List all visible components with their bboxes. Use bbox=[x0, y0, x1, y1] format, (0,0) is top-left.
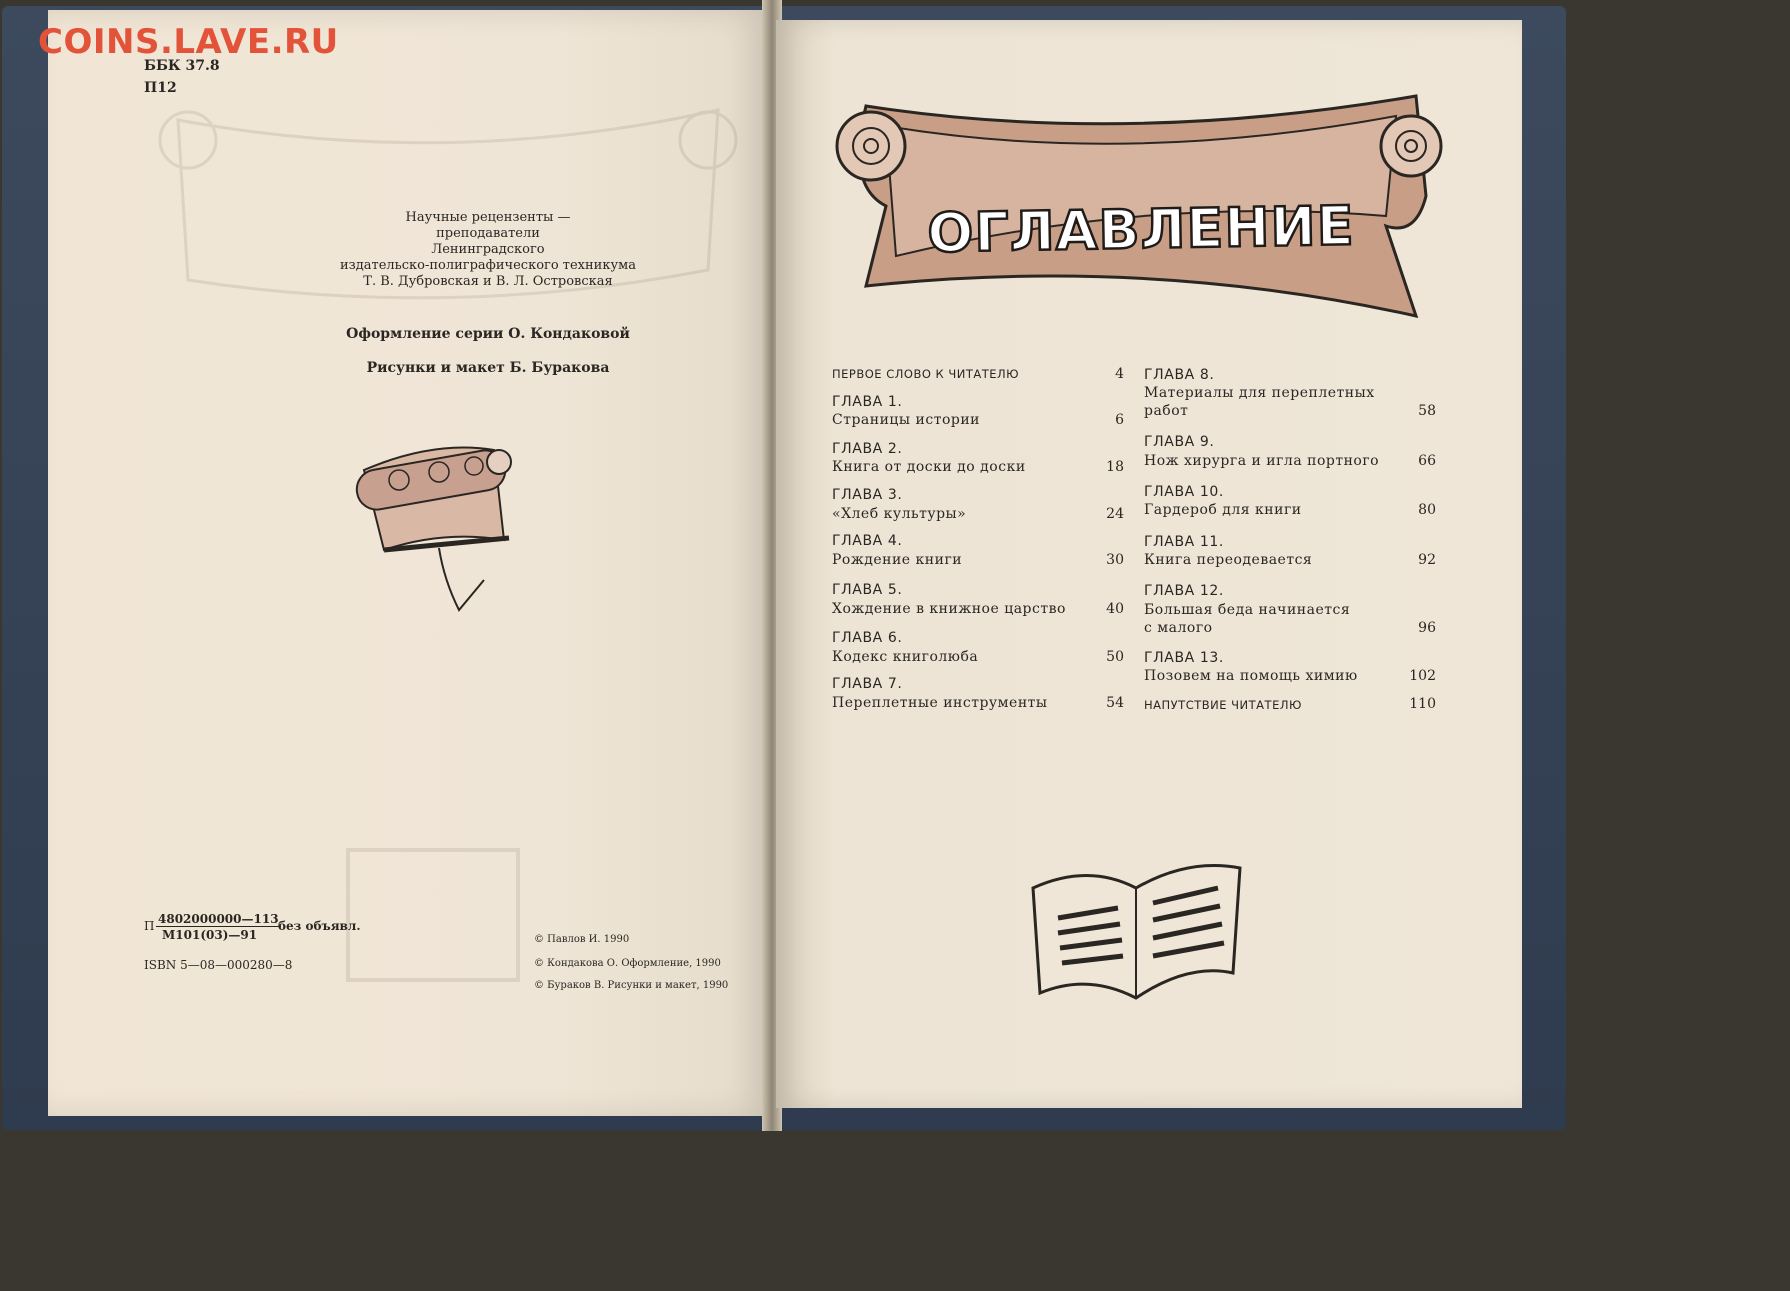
toc-page: 40 bbox=[1106, 601, 1124, 617]
reviewers-line: преподаватели bbox=[436, 226, 540, 241]
isbn: ISBN 5—08—000280—8 bbox=[144, 958, 293, 972]
toc-title: Книга переодевается bbox=[1144, 552, 1313, 568]
toc-page: 30 bbox=[1106, 552, 1124, 568]
toc-page: 66 bbox=[1418, 453, 1436, 469]
copyright-line: © Бураков В. Рисунки и макет, 1990 bbox=[534, 980, 729, 991]
toc-page: 102 bbox=[1409, 668, 1436, 684]
toc-chapter: ГЛАВА 4. bbox=[832, 533, 903, 549]
toc-title: Позовем на помощь химию bbox=[1144, 668, 1358, 684]
reviewers-line: Научные рецензенты — bbox=[405, 210, 571, 225]
site-watermark: COINS.LAVE.RU bbox=[38, 22, 339, 62]
toc-chapter: ГЛАВА 10. bbox=[1144, 484, 1224, 500]
toc-page: 80 bbox=[1418, 502, 1436, 518]
fraction-numerator: 4802000000—113 bbox=[158, 912, 279, 926]
toc-title: Страницы истории bbox=[832, 412, 980, 428]
toc-page: 50 bbox=[1106, 649, 1124, 665]
reviewers-line: Т. В. Дубровская и В. Л. Островская bbox=[363, 274, 613, 289]
toc-title: Кодекс книголюба bbox=[832, 649, 979, 665]
toc-title: НАПУТСТВИЕ ЧИТАТЕЛЮ bbox=[1144, 698, 1302, 712]
toc-page: 54 bbox=[1106, 695, 1124, 711]
toc-title: Гардероб для книги bbox=[1144, 502, 1302, 518]
toc-title: Переплетные инструменты bbox=[832, 695, 1048, 711]
toc-page: 96 bbox=[1418, 620, 1436, 636]
toc-title: Нож хирурга и игла портного bbox=[1144, 453, 1380, 469]
toc-title: Большая беда начинается bbox=[1144, 602, 1351, 618]
toc-chapter: ГЛАВА 9. bbox=[1144, 434, 1215, 450]
toc-chapter: ГЛАВА 7. bbox=[832, 676, 903, 692]
toc-page: 6 bbox=[1115, 412, 1124, 428]
toc-page: 58 bbox=[1418, 403, 1436, 419]
toc-title: Хождение в книжное царство bbox=[832, 601, 1066, 617]
series-design-credit: Оформление серии О. Кондаковой bbox=[346, 326, 630, 342]
toc-chapter: ГЛАВА 1. bbox=[832, 394, 903, 410]
toc-title: ПЕРВОЕ СЛОВО К ЧИТАТЕЛЮ bbox=[832, 367, 1020, 381]
ghost-book-bleedthrough bbox=[338, 840, 528, 990]
fraction-denominator: М101(03)—91 bbox=[162, 928, 258, 942]
toc-title-continued: с малого bbox=[1144, 620, 1213, 636]
toc-title-continued: работ bbox=[1144, 403, 1189, 419]
toc-chapter: ГЛАВА 2. bbox=[832, 441, 903, 457]
toc-chapter: ГЛАВА 8. bbox=[1144, 367, 1215, 383]
illustrations-credit: Рисунки и макет Б. Буракова bbox=[366, 360, 610, 376]
reviewers-block bbox=[278, 210, 698, 290]
toc-chapter: ГЛАВА 6. bbox=[832, 630, 903, 646]
toc-chapter: ГЛАВА 11. bbox=[1144, 534, 1224, 550]
fraction-prefix: П bbox=[144, 919, 155, 933]
open-book-illustration bbox=[1028, 848, 1246, 1008]
toc-page: 92 bbox=[1418, 552, 1436, 568]
catalog-code: П12 bbox=[144, 80, 177, 96]
toc-chapter: ГЛАВА 5. bbox=[832, 582, 903, 598]
left-page bbox=[48, 10, 770, 1116]
reviewers-line: Ленинградского bbox=[431, 242, 545, 257]
toc-title: Книга от доски до доски bbox=[832, 459, 1026, 475]
toc-title: «Хлеб культуры» bbox=[832, 506, 967, 522]
copyright-line: © Павлов И. 1990 bbox=[534, 934, 630, 945]
toc-page: 24 bbox=[1106, 506, 1124, 522]
reviewers-line: издательско-полиграфического техникума bbox=[340, 258, 636, 273]
bbk-code: ББК 37.8 bbox=[144, 58, 220, 74]
toc-page: 110 bbox=[1409, 696, 1436, 712]
right-page bbox=[776, 20, 1522, 1108]
copyright-line: © Кондакова О. Оформление, 1990 bbox=[534, 958, 721, 969]
toc-title: Материалы для переплетных bbox=[1144, 385, 1375, 401]
fraction-suffix: без объявл. bbox=[278, 919, 361, 933]
scroll-illustration bbox=[344, 430, 524, 630]
toc-page: 18 bbox=[1106, 459, 1124, 475]
toc-page: 4 bbox=[1115, 366, 1124, 382]
toc-title: Рождение книги bbox=[832, 552, 963, 568]
toc-chapter: ГЛАВА 12. bbox=[1144, 583, 1224, 599]
toc-chapter: ГЛАВА 3. bbox=[832, 487, 903, 503]
contents-heading: ОГЛАВЛЕНИЕ bbox=[926, 194, 1356, 265]
toc-chapter: ГЛАВА 13. bbox=[1144, 650, 1224, 666]
